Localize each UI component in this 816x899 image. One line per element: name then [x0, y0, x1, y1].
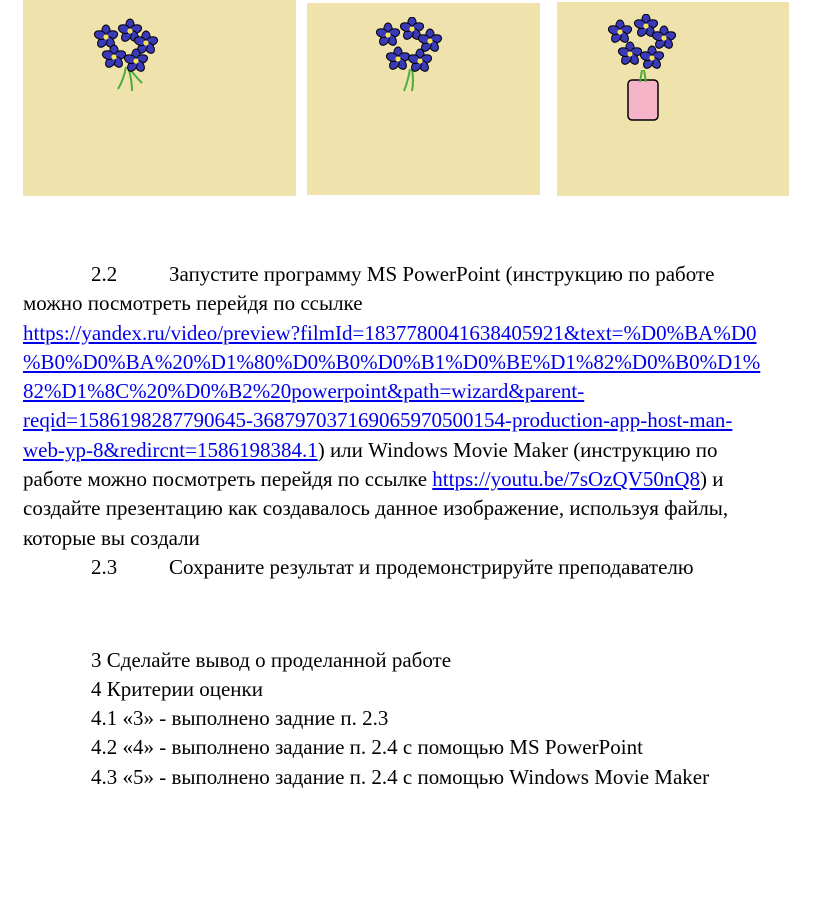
step-text: Сохраните результат и продемонстрируйте преподавателю [169, 554, 694, 579]
step-2-2-line-7 [23, 465, 813, 494]
yandex-link-line-5 [23, 436, 813, 465]
youtube-prefix-text: работе можно посмотреть перейдя по ссылке [23, 467, 433, 492]
flower-icon [88, 17, 168, 97]
step-2-3 [23, 553, 813, 582]
vase-icon [602, 14, 692, 144]
step-2-2-line-2: можно посмотреть перейдя по ссылке [23, 291, 363, 316]
step-text: Запустите программу MS PowerPoint (инструкцию по работе [169, 262, 715, 286]
step-2-2-line-8: создайте презентацию как создавалось данное изображение, используя файлы, [23, 496, 729, 521]
yandex-link-line-4 [23, 406, 813, 435]
yandex-video-link[interactable]: web-yp-8&redircnt=1586198384.1 [23, 437, 318, 462]
after-link-text: ) или Windows Movie Maker (инструкцию по [317, 437, 718, 462]
step-2-2 [23, 260, 813, 582]
yandex-video-link[interactable]: %B0%D0%BA%20%D1%80%D0%B0%D0%B1%D0%BE%D1%82%D0%B0%D1% [23, 349, 761, 374]
criteria-item: 4.1 «3» - выполнено задние п. 2.3 [91, 706, 389, 730]
youtube-link[interactable]: https://youtu.be/7sOzQV50nQ8 [432, 467, 701, 492]
youtube-suffix-text: ) и [700, 467, 724, 492]
yandex-link-line-2 [23, 348, 813, 377]
section-4-heading: 4 Критерии оценки [91, 677, 263, 701]
step-number: 2.3 [91, 554, 118, 579]
step-2-2-line-1 [23, 260, 813, 289]
criteria-item: 4.2 «4» - выполнено задание п. 2.4 с помощью MS PowerPoint [91, 735, 643, 759]
flower-icon [370, 17, 450, 97]
step-number: 2.2 [91, 262, 118, 286]
image-flowers-bouquet-shifted [307, 3, 540, 195]
section-3-heading: 3 Сделайте вывод о проделанной работе [91, 648, 452, 672]
step-2-2-line-9: которые вы создали [23, 525, 200, 550]
yandex-video-link[interactable]: reqid=1586198287790645-368797037169065970500154-production-app-host-man- [23, 408, 733, 433]
criteria-item: 4.3 «5» - выполнено задание п. 2.4 с помощью Windows Movie Maker [91, 765, 710, 789]
yandex-link-line-3 [23, 377, 813, 406]
image-flowers-bouquet [23, 0, 296, 196]
yandex-video-link[interactable]: 82%D1%8C%20%D0%B2%20powerpoint&path=wizard&parent- [23, 379, 585, 404]
yandex-video-link[interactable]: https://yandex.ru/video/preview?filmId=1837780041638405921&text=%D0%BA%D0 [23, 320, 757, 345]
image-flowers-in-vase [557, 2, 789, 196]
yandex-link-line-1 [23, 319, 813, 348]
